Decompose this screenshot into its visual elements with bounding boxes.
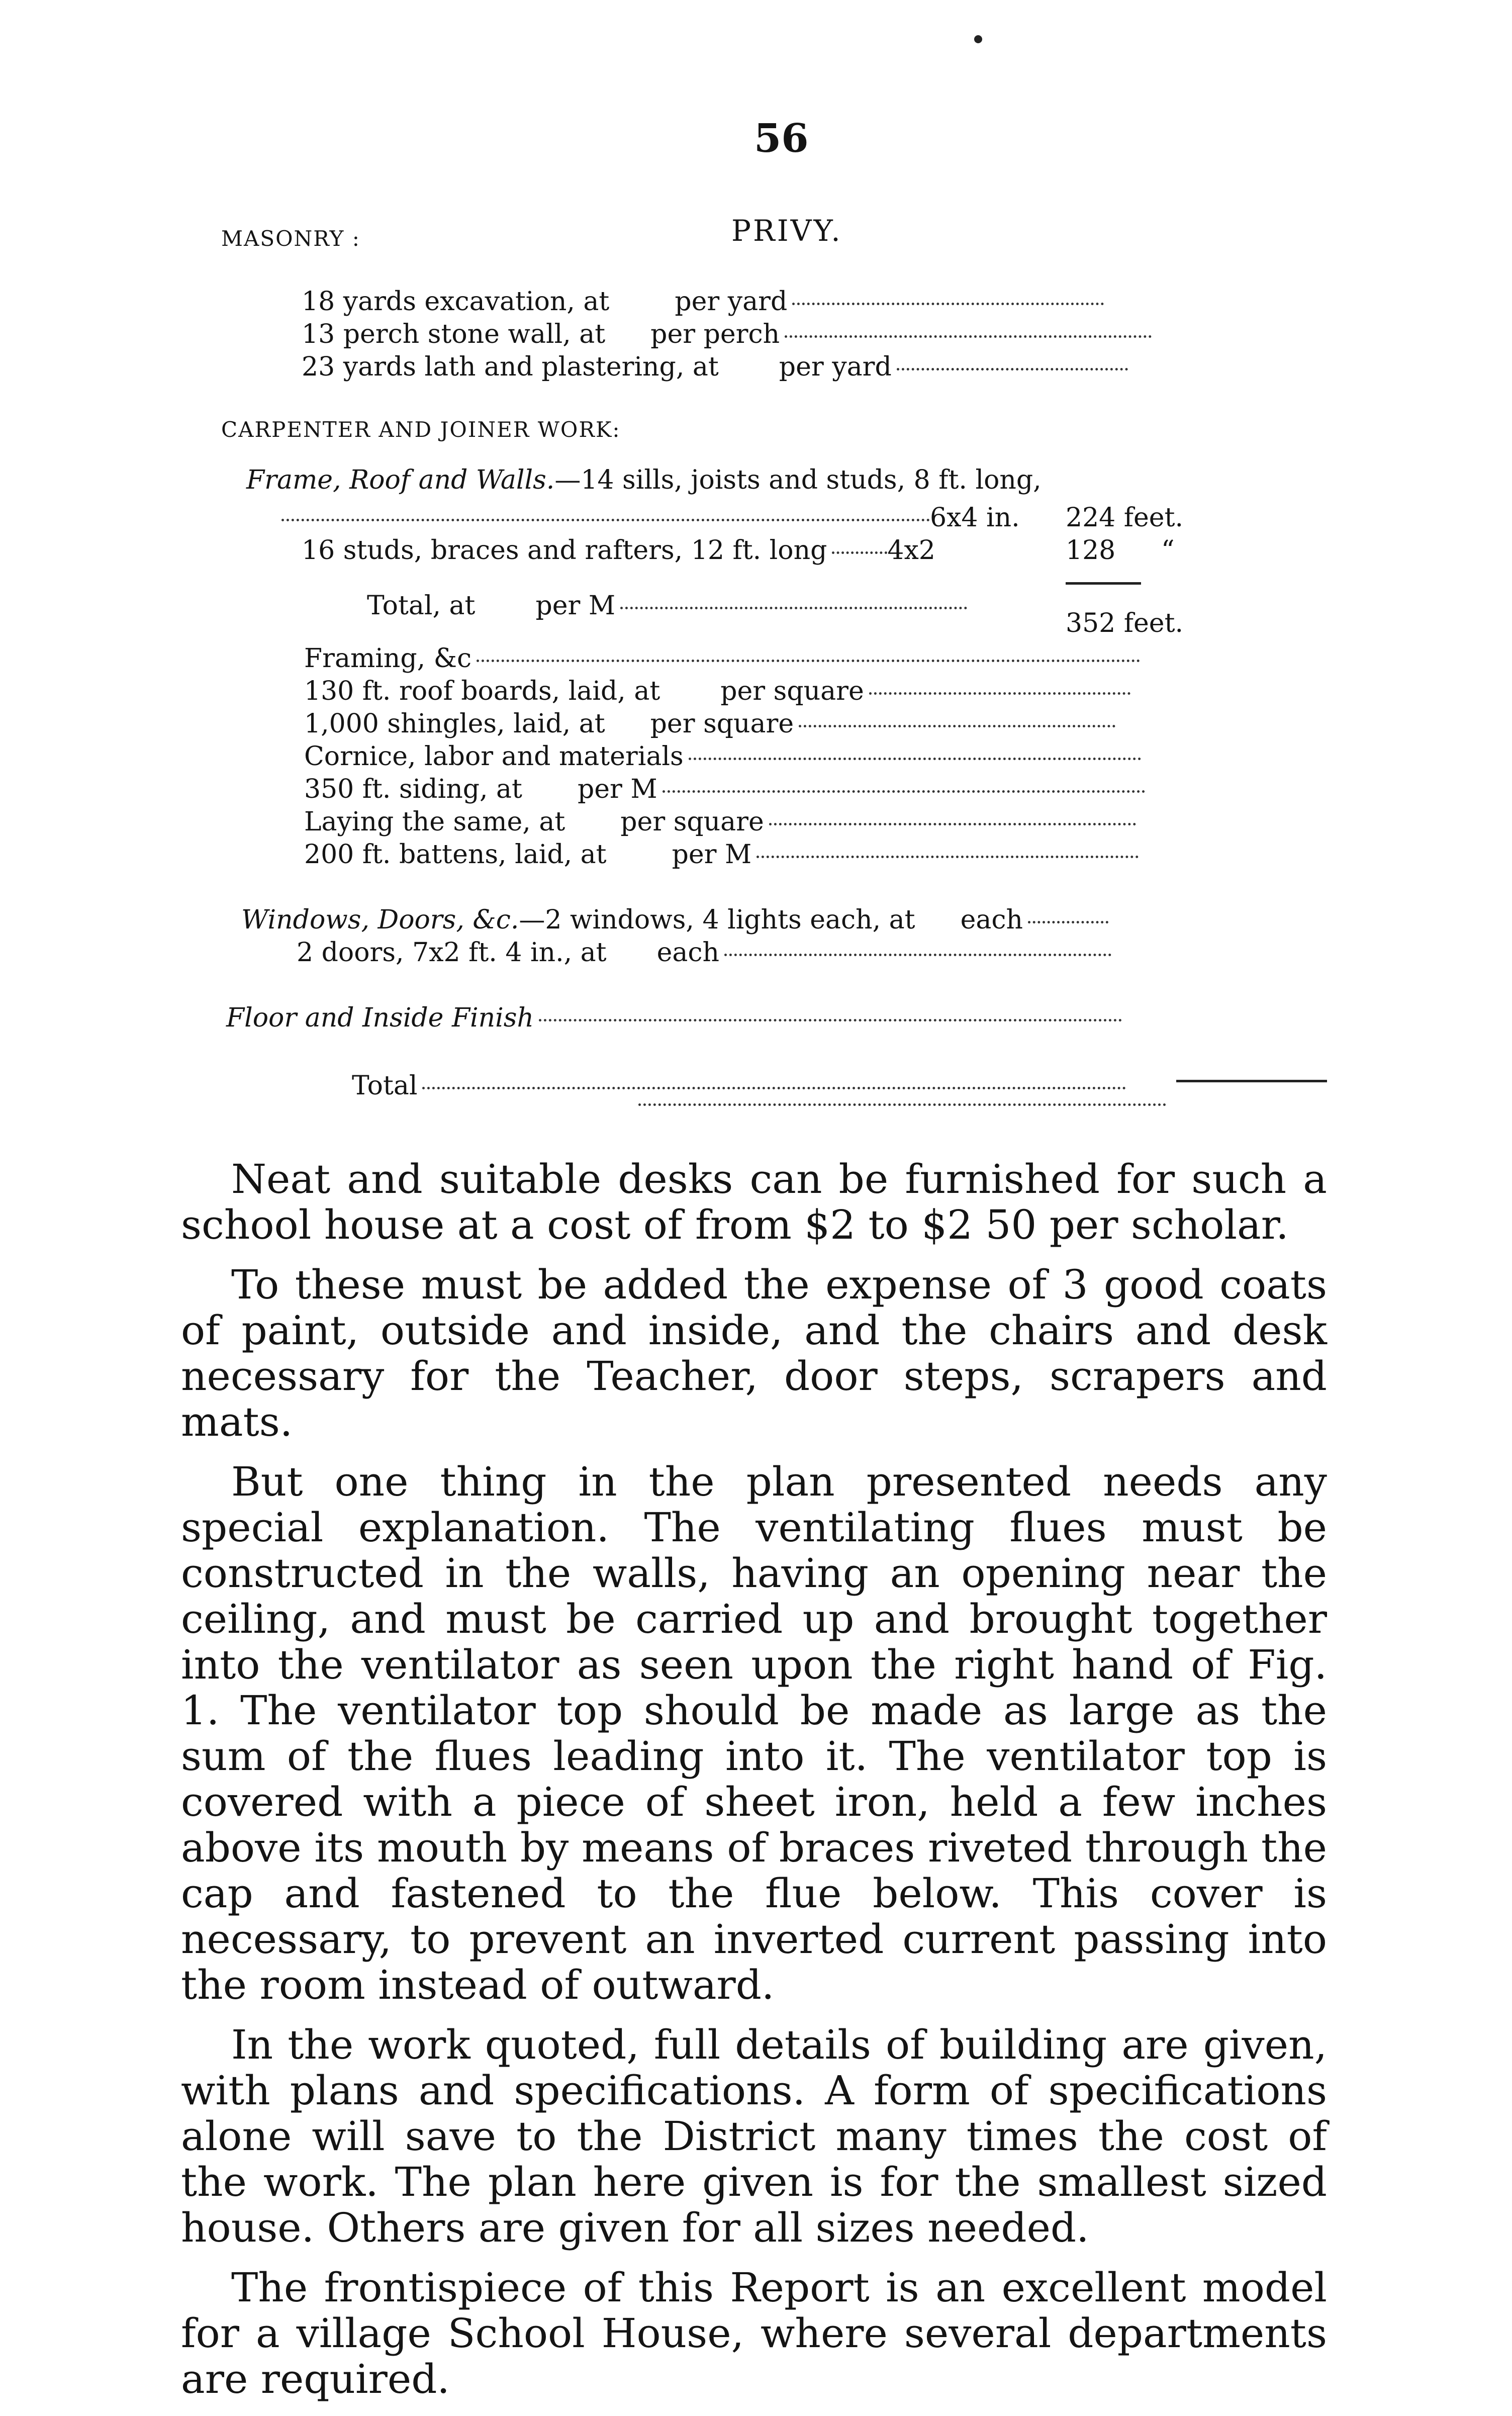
windows-line: Windows, Doors, &c. —2 windows, 4 lights each, at each [241,905,1108,935]
sum-rule [1066,582,1141,585]
frame-size-line: 6x4 in. [281,503,1020,533]
total-line: Total, at per M [367,591,967,621]
paragraph: Neat and suitable desks can be furnished for such a school house at a cost of from $2 to $2 50 per scholar. [181,1156,1327,1248]
carpentry-heading: CARPENTER AND JOINER WORK: [221,417,621,442]
body-text [181,1156,1327,2416]
studs-line: 16 studs, braces and rafters, 12 ft. long 4x2 [302,535,935,566]
floor-line: Floor and Inside Finish [226,1003,1122,1033]
paragraph: To these must be added the expense of 3 good coats of paint, outside and inside, and the chairs and desk necessary for the Teacher, door steps, scrapers and mats. [181,1261,1327,1445]
masonry-item: 23 yards lath and plastering, at per yard [302,352,1128,382]
grand-total-rule [1176,1080,1327,1082]
frame-feet-1: 224 feet. [1066,503,1183,533]
carpentry-item: 350 ft. siding, at per M [304,774,1145,804]
section-title: PRIVY. [731,214,842,248]
carpentry-item: 130 ft. roof boards, laid, at per square [304,676,1130,706]
carpentry-item: 1,000 shingles, laid, at per square [304,709,1115,739]
doors-line: 2 doors, 7x2 ft. 4 in., at each [297,938,1111,968]
carpentry-item: Laying the same, at per square [304,807,1136,837]
page-number: 56 [754,116,809,161]
masonry-item: 13 perch stone wall, at per perch [302,319,1152,349]
paragraph: The frontispiece of this Report is an excellent model for a village School House, where several departments are required. [181,2264,1327,2402]
paragraph: In the work quoted, full details of building are given, with plans and specifications. A form of specifications alone will save to the District many times the cost of the work. The plan here given is for the smallest sized house. Others are given for all sizes needed. [181,2021,1327,2251]
carpentry-item: Cornice, labor and materials [304,741,1141,772]
grand-total-line: Total [352,1071,1126,1101]
frame-line: Frame, Roof and Walls. —14 sills, joists and studs, 8 ft. long, [246,465,1042,495]
masonry-item: 18 yards excavation, at per yard [302,287,1104,317]
total-feet: 352 feet. [1066,608,1183,638]
carpentry-item: 200 ft. battens, laid, at per M [304,840,1139,870]
ditto-mark: “ [1161,535,1175,566]
frame-feet-2: 128 [1066,535,1116,566]
ink-dot [974,35,982,43]
carpentry-item: Framing, &c [304,643,1140,674]
trailing-leader [638,1108,1166,1111]
masonry-heading: MASONRY : [221,226,360,251]
paragraph: But one thing in the plan presented needs any special explanation. The ventilating flues must be constructed in the walls, having an opening near the ceiling, and must be carried up and brought together into the ventilator as seen upon the right hand of Fig. 1. The ventilator top should be made as large as the sum of the flues leading into it. The ventilator top is covered with a piece of sheet iron, held a few inches above its mouth by means of braces riveted through the cap and fastened to the flue below. This cover is necessary, to prevent an inverted current passing into the room instead of outward. [181,1458,1327,2008]
